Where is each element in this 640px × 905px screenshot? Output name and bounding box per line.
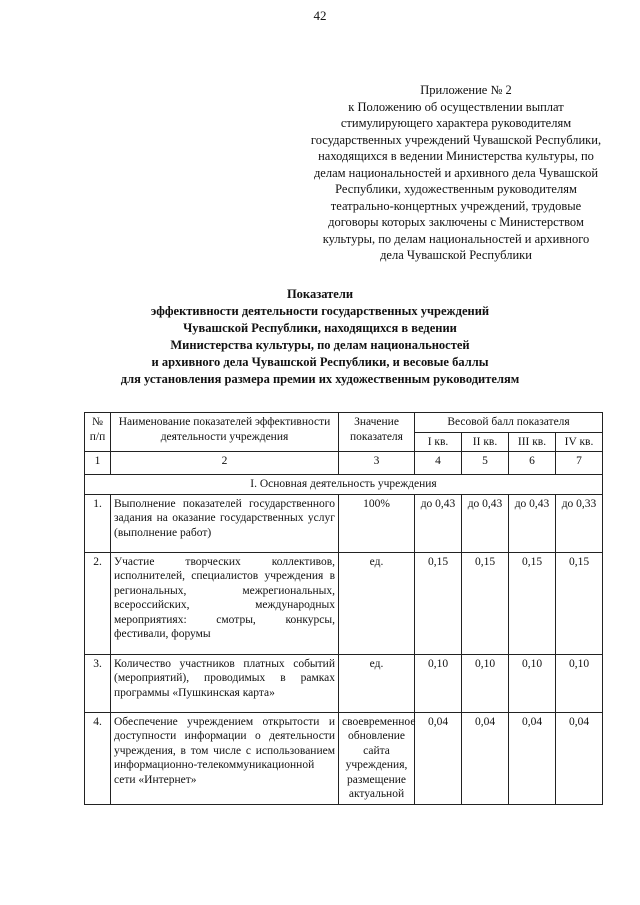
title-line: и архивного дела Чувашской Республики, и весовые баллы: [151, 355, 489, 369]
row-q2: до 0,43: [462, 494, 509, 552]
header-name: Наименование показателей эффективности деятельности учреждения: [111, 413, 339, 452]
row-q1: 0,04: [415, 712, 462, 804]
row-value: своевременное обновление сайта учреждения, размещение актуальной: [339, 712, 415, 804]
row-q4: 0,15: [556, 552, 603, 654]
header-quarter: II кв.: [462, 432, 509, 452]
column-number: 3: [339, 452, 415, 475]
page-number: 42: [313, 8, 327, 23]
header-num: № п/п: [85, 413, 111, 452]
column-number: 7: [556, 452, 603, 475]
row-value: ед.: [339, 654, 415, 712]
title-line: для установления размера премии их художественным руководителям: [120, 372, 520, 386]
row-q2: 0,15: [462, 552, 509, 654]
row-name: Количество участников платных событий (мероприятий), проводимых в рамках программы «Пушкинская карта»: [111, 654, 339, 712]
row-name: Обеспечение учреждением открытости и доступности информации о деятельности учреждения, в том числе с использованием информационно-телекоммуникационной сети «Интернет»: [111, 712, 339, 804]
row-q2: 0,10: [462, 654, 509, 712]
row-value: 100%: [339, 494, 415, 552]
row-q3: до 0,43: [509, 494, 556, 552]
row-q3: 0,10: [509, 654, 556, 712]
table-header-row: [85, 413, 603, 433]
row-name: Выполнение показателей государственного задания на оказание государственных услуг (выполнение работ): [111, 494, 339, 552]
row-q4: до 0,33: [556, 494, 603, 552]
row-q2: 0,04: [462, 712, 509, 804]
appendix-heading: Приложение № 2: [420, 83, 512, 97]
column-number: 1: [85, 452, 111, 475]
title-line: эффективности деятельности государственных учреждений: [150, 304, 490, 318]
header-weight: Весовой балл показателя: [415, 413, 603, 433]
row-num: 4.: [85, 712, 111, 804]
header-value: Значение показателя: [339, 413, 415, 452]
row-num: 2.: [85, 552, 111, 654]
row-q1: до 0,43: [415, 494, 462, 552]
header-quarter: IV кв.: [556, 432, 603, 452]
header-quarter: I кв.: [415, 432, 462, 452]
indicators-table: [84, 412, 603, 805]
column-number: 4: [415, 452, 462, 475]
table-row: [85, 552, 603, 654]
row-q3: 0,04: [509, 712, 556, 804]
document-title: [0, 286, 640, 388]
title-line: Показатели: [286, 287, 354, 301]
column-number: 5: [462, 452, 509, 475]
column-numbers-row: [85, 452, 603, 475]
row-num: 1.: [85, 494, 111, 552]
appendix-block: [310, 82, 602, 264]
section-row: [85, 475, 603, 495]
row-q3: 0,15: [509, 552, 556, 654]
table-row: [85, 494, 603, 552]
row-q4: 0,04: [556, 712, 603, 804]
row-q4: 0,10: [556, 654, 603, 712]
title-line: Чувашской Республики, находящихся в ведении: [183, 321, 457, 335]
section-title: I. Основная деятельность учреждения: [85, 475, 603, 495]
table-row: [85, 654, 603, 712]
row-name: Участие творческих коллективов, исполнителей, специалистов учреждения в региональных, межрегиональных, всероссийских, международных мероприятиях: смотры, конкурсы, фестивали, форумы: [111, 552, 339, 654]
header-quarter: III кв.: [509, 432, 556, 452]
column-number: 2: [111, 452, 339, 475]
row-num: 3.: [85, 654, 111, 712]
row-q1: 0,15: [415, 552, 462, 654]
row-value: ед.: [339, 552, 415, 654]
appendix-text: к Положению об осуществлении выплат стимулирующего характера руководителям государственных учреждений Чувашской Республики, находящихся в ведении Министерства культуры, по делам национальностей и архивного дела Чувашской Республики, художественным руководителям театрально-концертных учреждений, трудовые договоры которых заключены с Министерством культуры, по делам национальностей и архивного дела Чувашской Республики: [310, 99, 602, 262]
table-row: [85, 712, 603, 804]
title-line: Министерства культуры, по делам национальностей: [170, 338, 470, 352]
column-number: 6: [509, 452, 556, 475]
row-q1: 0,10: [415, 654, 462, 712]
